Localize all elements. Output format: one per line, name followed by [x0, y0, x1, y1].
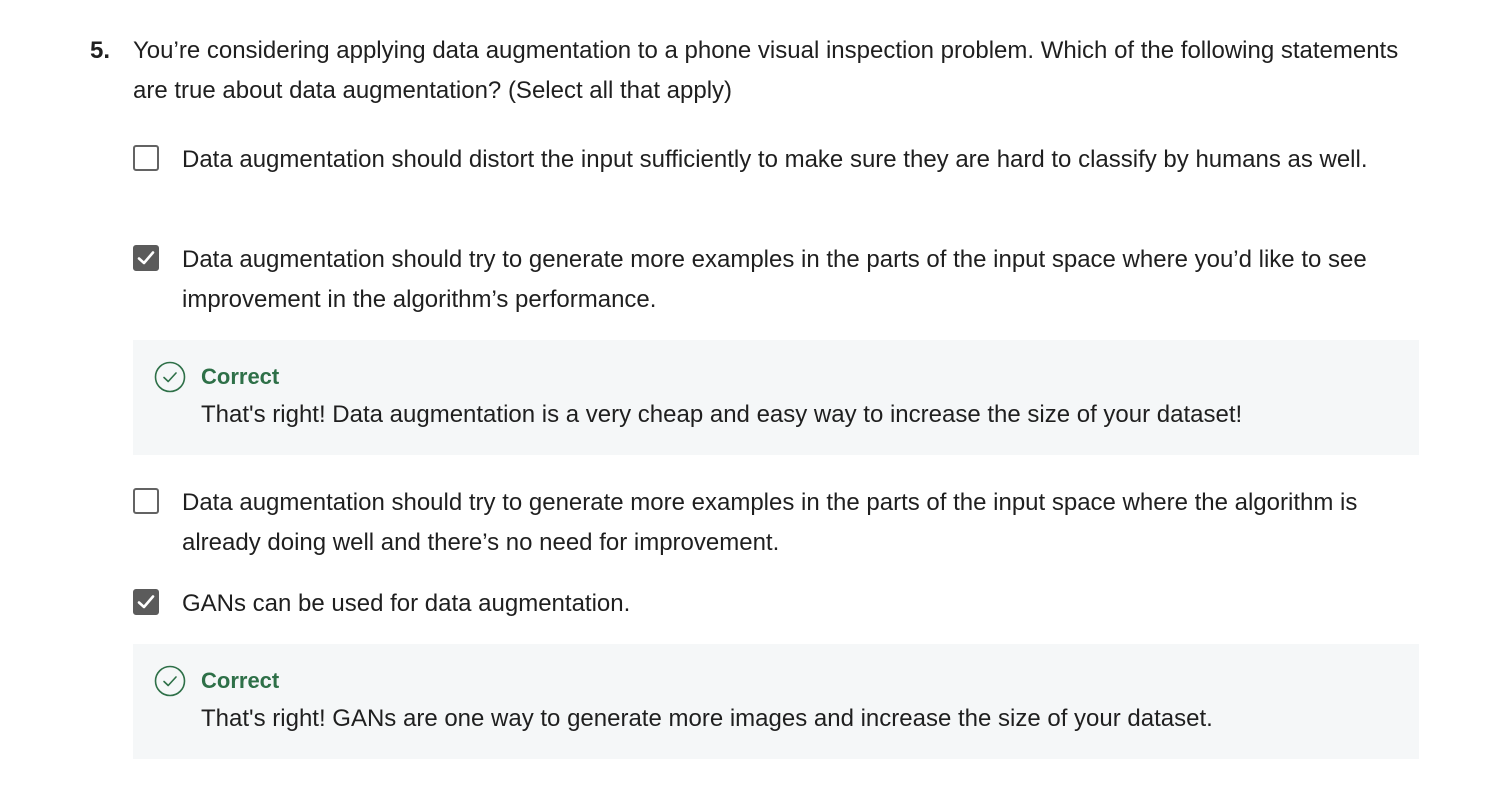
checkbox-unchecked-icon[interactable] — [133, 145, 159, 171]
checkbox-checked-icon[interactable] — [133, 589, 159, 615]
feedback-title: Correct — [201, 364, 280, 389]
feedback-text: That's right! GANs are one way to generate more images and increase the size of your dataset. — [201, 705, 1213, 732]
feedback-text: That's right! Data augmentation is a very cheap and easy way to increase the size of your dataset! — [201, 401, 1243, 428]
checkbox-checked-icon[interactable] — [133, 245, 159, 271]
question-text: You’re considering applying data augmentation to a phone visual inspection problem. Which of the following statements are true about data augmentation? (Select all that apply) — [133, 37, 1399, 104]
option-text: Data augmentation should distort the input sufficiently to make sure they are hard to classify by humans as well. — [182, 146, 1368, 173]
feedback-correct — [133, 340, 1419, 455]
question-number: 5. — [90, 37, 111, 64]
option-text: Data augmentation should try to generate more examples in the parts of the input space where you’d like to see improvement in the algorithm’s performance. — [182, 246, 1367, 313]
option-text: Data augmentation should try to generate more examples in the parts of the input space where the algorithm is already doing well and there’s no need for improvement. — [182, 489, 1358, 556]
check-circle-icon — [154, 361, 186, 393]
checkbox-unchecked-icon[interactable] — [133, 488, 159, 514]
check-circle-icon — [154, 665, 186, 697]
feedback-correct — [133, 644, 1419, 759]
feedback-title: Correct — [201, 668, 280, 693]
option-text: GANs can be used for data augmentation. — [182, 590, 631, 617]
